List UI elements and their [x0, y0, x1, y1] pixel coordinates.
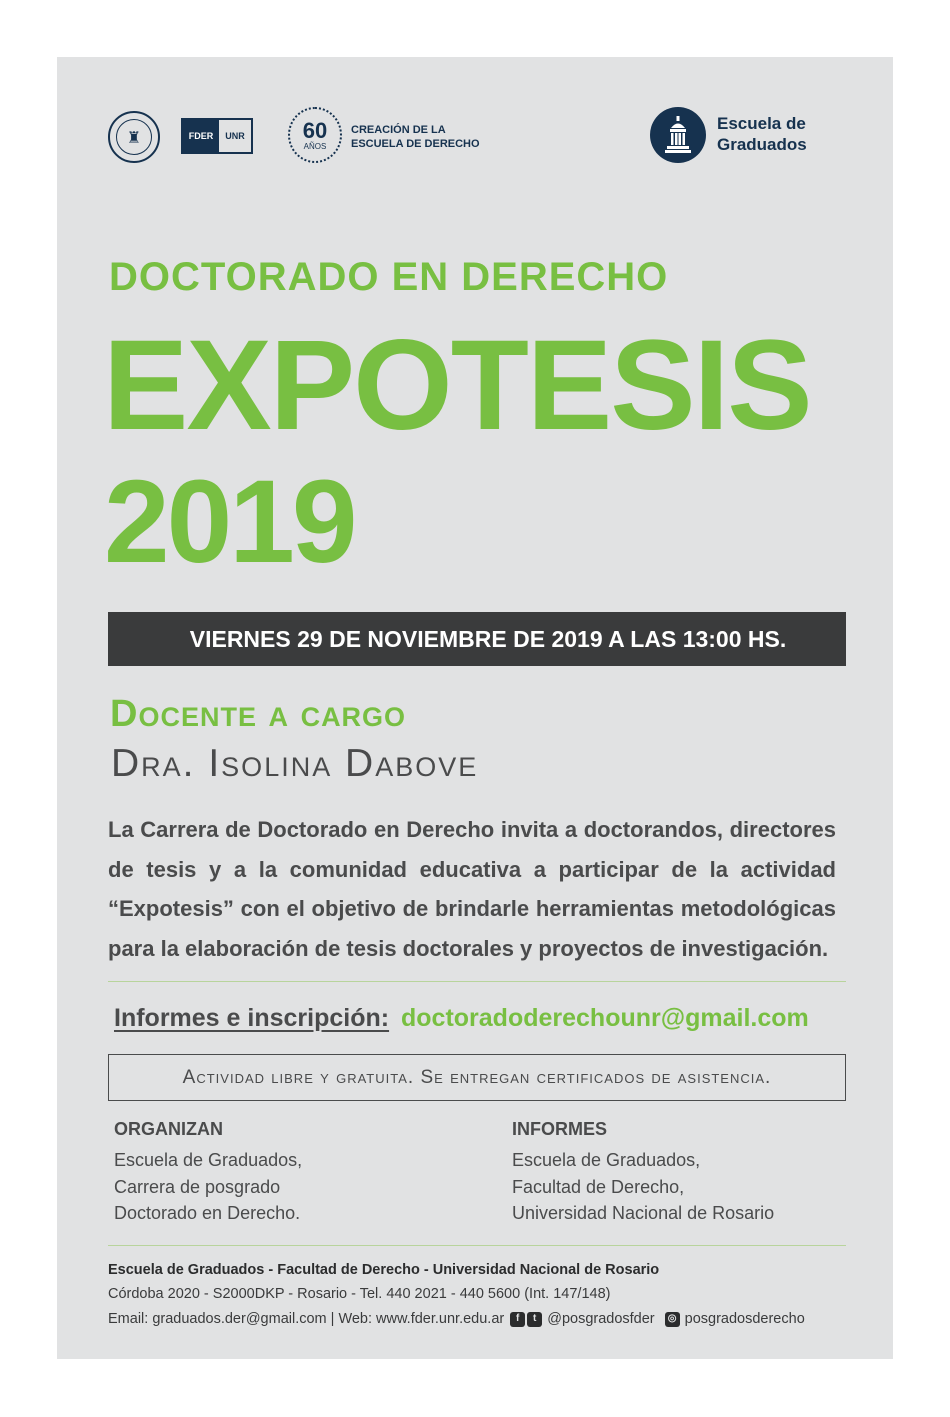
- program-subtitle: DOCTORADO EN DERECHO: [109, 255, 669, 299]
- event-date-band: VIERNES 29 DE NOVIEMBRE DE 2019 A LAS 13:00 HS.: [108, 612, 846, 666]
- school-line2: Graduados: [717, 135, 807, 154]
- school-name: [717, 113, 807, 155]
- list-item: Doctorado en Derecho.: [114, 1203, 301, 1223]
- list-item: Escuela de Graduados,: [114, 1150, 303, 1170]
- twitter-icon[interactable]: t: [527, 1312, 542, 1327]
- organizan-list: [114, 1147, 302, 1227]
- event-description: La Carrera de Doctorado en Derecho invita a doctorandos, directores de tesis y a la comunidad educativa a participar de la actividad “Expotesis” con el objetivo de brindarle herramientas metodológicas para la elaboración de tesis doctorales y proyectos de investigación.: [108, 817, 836, 961]
- event-title: EXPOTESIS: [103, 314, 811, 457]
- event-year: 2019: [104, 456, 355, 588]
- anniversary-text: [351, 123, 480, 151]
- list-item: Carrera de posgrado: [114, 1176, 281, 1197]
- instagram-icon[interactable]: ◎: [665, 1312, 680, 1327]
- university-seal-icon: ♜: [116, 119, 152, 155]
- school-logo-circle: [650, 107, 706, 163]
- university-seal-logo: [108, 111, 160, 163]
- organizan-heading: ORGANIZAN: [114, 1119, 223, 1139]
- footer-address: Córdoba 2020 - S2000DKP - Rosario - Tel. 440 2021 - 440 5600 (Int. 147/148): [108, 1286, 611, 1302]
- informes-column: [512, 1117, 774, 1227]
- divider: [108, 981, 846, 982]
- anniversary-badge: [288, 107, 342, 163]
- anniversary-number: 60: [302, 118, 328, 143]
- informes-heading: INFORMES: [512, 1119, 608, 1139]
- docente-label: Docente a cargo: [110, 693, 407, 735]
- free-activity-notice: Actividad libre y gratuita. Se entregan certificados de asistencia.: [108, 1054, 846, 1101]
- inscripcion-label: Informes e inscripción:: [114, 1004, 390, 1032]
- instagram-handle[interactable]: posgradosderecho: [684, 1311, 805, 1327]
- fder-label: FDER: [183, 120, 219, 152]
- unr-label: UNR: [225, 131, 245, 141]
- building-icon: [663, 116, 693, 154]
- list-item: Escuela de Graduados,: [512, 1150, 701, 1170]
- anniversary-line2: ESCUELA DE DERECHO: [351, 138, 480, 150]
- anniversary-unit: AÑOS: [303, 142, 327, 151]
- school-line1: Escuela de: [717, 114, 806, 133]
- social-handle[interactable]: @posgradosfder: [547, 1311, 655, 1327]
- anniversary-line1: CREACIÓN DE LA: [351, 124, 446, 136]
- informes-list: [512, 1147, 774, 1227]
- organizan-column: [114, 1117, 302, 1227]
- list-item: Facultad de Derecho,: [512, 1176, 685, 1197]
- fder-unr-logo: [181, 118, 253, 154]
- facebook-icon[interactable]: f: [510, 1312, 525, 1327]
- footer-divider: [108, 1245, 846, 1246]
- footer-institution: Escuela de Graduados - Facultad de Derecho - Universidad Nacional de Rosario: [108, 1262, 660, 1278]
- footer-email-web[interactable]: Email: graduados.der@gmail.com | Web: www.fder.unr.edu.ar: [108, 1311, 505, 1327]
- inscripcion-email-link[interactable]: doctoradoderechounr@gmail.com: [401, 1004, 809, 1032]
- docente-name: Dra. Isolina Dabove: [111, 742, 479, 785]
- list-item: Universidad Nacional de Rosario: [512, 1203, 775, 1223]
- footer-contact: [108, 1308, 805, 1330]
